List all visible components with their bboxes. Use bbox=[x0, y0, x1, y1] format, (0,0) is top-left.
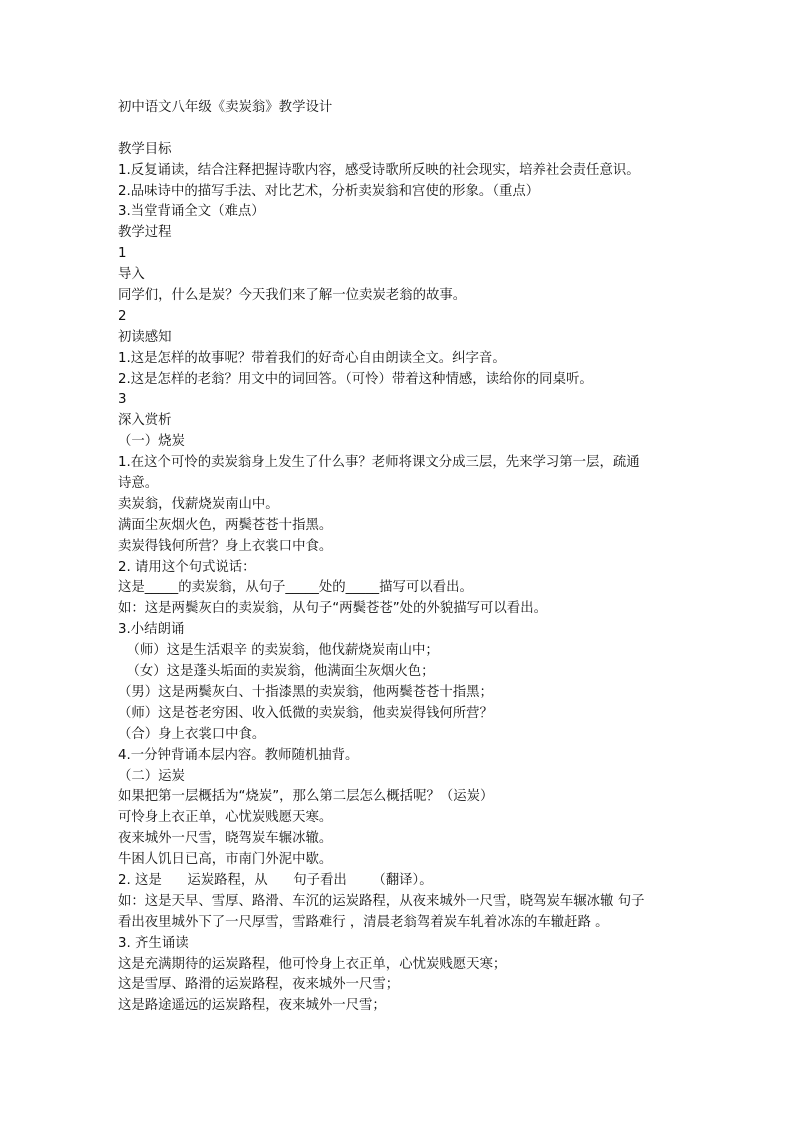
document-lines bbox=[118, 140, 678, 1017]
document-line: 导入 bbox=[118, 267, 145, 283]
document-line: 2 bbox=[118, 308, 127, 324]
document-line: 1.在这个可怜的卖炭翁身上发生了什么事？老师将课文分成三层，先来学习第一层，疏通 bbox=[118, 455, 640, 471]
document-line: 诗意。 bbox=[118, 476, 159, 492]
document-line: 看出夜里城外下了一尺厚雪，雪路难行 ，清晨老翁驾着炭车轧着冰冻的车辙赶路 。 bbox=[118, 914, 609, 930]
document-line: （二）运炭 bbox=[118, 768, 185, 784]
document-line: 牛困人饥日已高，市南门外泥中歇。 bbox=[118, 852, 333, 868]
document-line: 如果把第一层概括为“烧炭”，那么第二层怎么概括呢？（运炭） bbox=[118, 789, 494, 805]
document-line: 4.一分钟背诵本层内容。教师随机抽背。 bbox=[118, 747, 359, 763]
document-line: 夜来城外一尺雪，晓驾炭车辗冰辙。 bbox=[118, 831, 333, 847]
document-line: 2. 请用这个句式说话： bbox=[118, 559, 256, 575]
document-title: 初中语文八年级《卖炭翁》教学设计 bbox=[118, 100, 333, 115]
document-line: 3.当堂背诵全文（难点） bbox=[118, 204, 265, 220]
document-line: 初读感知 bbox=[118, 329, 172, 345]
document-line: 深入赏析 bbox=[118, 413, 172, 429]
document-line: 如：这是天早、雪厚、路滑、车沉的运炭路程，从夜来城外一尺雪，晓驾炭车辗冰辙 句子 bbox=[118, 893, 645, 909]
document-line: 2.这是怎样的老翁？用文中的词回答。（可怜）带着这种情感，读给你的同桌听。 bbox=[118, 371, 593, 387]
document-line: 教学过程 bbox=[118, 225, 172, 241]
document-line: 2.品味诗中的描写手法、对比艺术，分析卖炭翁和宫使的形象。（重点） bbox=[118, 183, 540, 199]
document-line: （师）这是苍老穷困、收入低微的卖炭翁，他卖炭得钱何所营？ bbox=[118, 705, 493, 721]
document-line: 可怜身上衣正单，心忧炭贱愿天寒。 bbox=[118, 810, 333, 826]
document-line: 满面尘灰烟火色，两鬓苍苍十指黑。 bbox=[118, 517, 333, 533]
document-line: 3.小结朗诵 bbox=[118, 622, 185, 638]
document-line: 3. 齐生诵读 bbox=[118, 935, 189, 951]
document-line: 2. 这是 运炭路程，从 句子看出 （翻译）。 bbox=[118, 872, 433, 888]
document-line: 卖炭得钱何所营？身上衣裳口中食。 bbox=[118, 538, 333, 554]
document-body bbox=[118, 98, 678, 1017]
document-line: 这是_____的卖炭翁，从句子_____处的_____描写可以看出。 bbox=[118, 580, 473, 596]
document-line: 卖炭翁，伐薪烧炭南山中。 bbox=[118, 496, 279, 512]
document-line: 这是充满期待的运炭路程，他可怜身上衣正单，心忧炭贱愿天寒； bbox=[118, 956, 507, 972]
document-line: 这是雪厚、路滑的运炭路程，夜来城外一尺雪； bbox=[118, 977, 400, 993]
document-line: （合）身上衣裳口中食。 bbox=[118, 726, 266, 742]
document-line: （男）这是两鬓灰白、十指漆黑的卖炭翁，他两鬓苍苍十指黑； bbox=[118, 684, 493, 700]
document-line: 1.反复诵读，结合注释把握诗歌内容，感受诗歌所反映的社会现实，培养社会责任意识。 bbox=[118, 162, 640, 178]
document-line: 这是路途遥远的运炭路程，夜来城外一尺雪； bbox=[118, 998, 386, 1014]
document-line: 1.这是怎样的故事呢？带着我们的好奇心自由朗读全文。纠字音。 bbox=[118, 350, 506, 366]
document-line: 同学们，什么是炭？今天我们来了解一位卖炭老翁的故事。 bbox=[118, 288, 467, 304]
document-line: （女）这是蓬头垢面的卖炭翁，他满面尘灰烟火色； bbox=[118, 664, 435, 680]
document-line: 1 bbox=[118, 246, 127, 262]
document-line: （师）这是生活艰辛 的卖炭翁，他伐薪烧炭南山中； bbox=[118, 643, 439, 659]
document-line: 教学目标 bbox=[118, 141, 172, 157]
document-line: 3 bbox=[118, 392, 127, 408]
document-line: 如：这是两鬓灰白的卖炭翁，从句子“两鬓苍苍”处的外貌描写可以看出。 bbox=[118, 601, 547, 617]
document-line: （一）烧炭 bbox=[118, 434, 185, 450]
